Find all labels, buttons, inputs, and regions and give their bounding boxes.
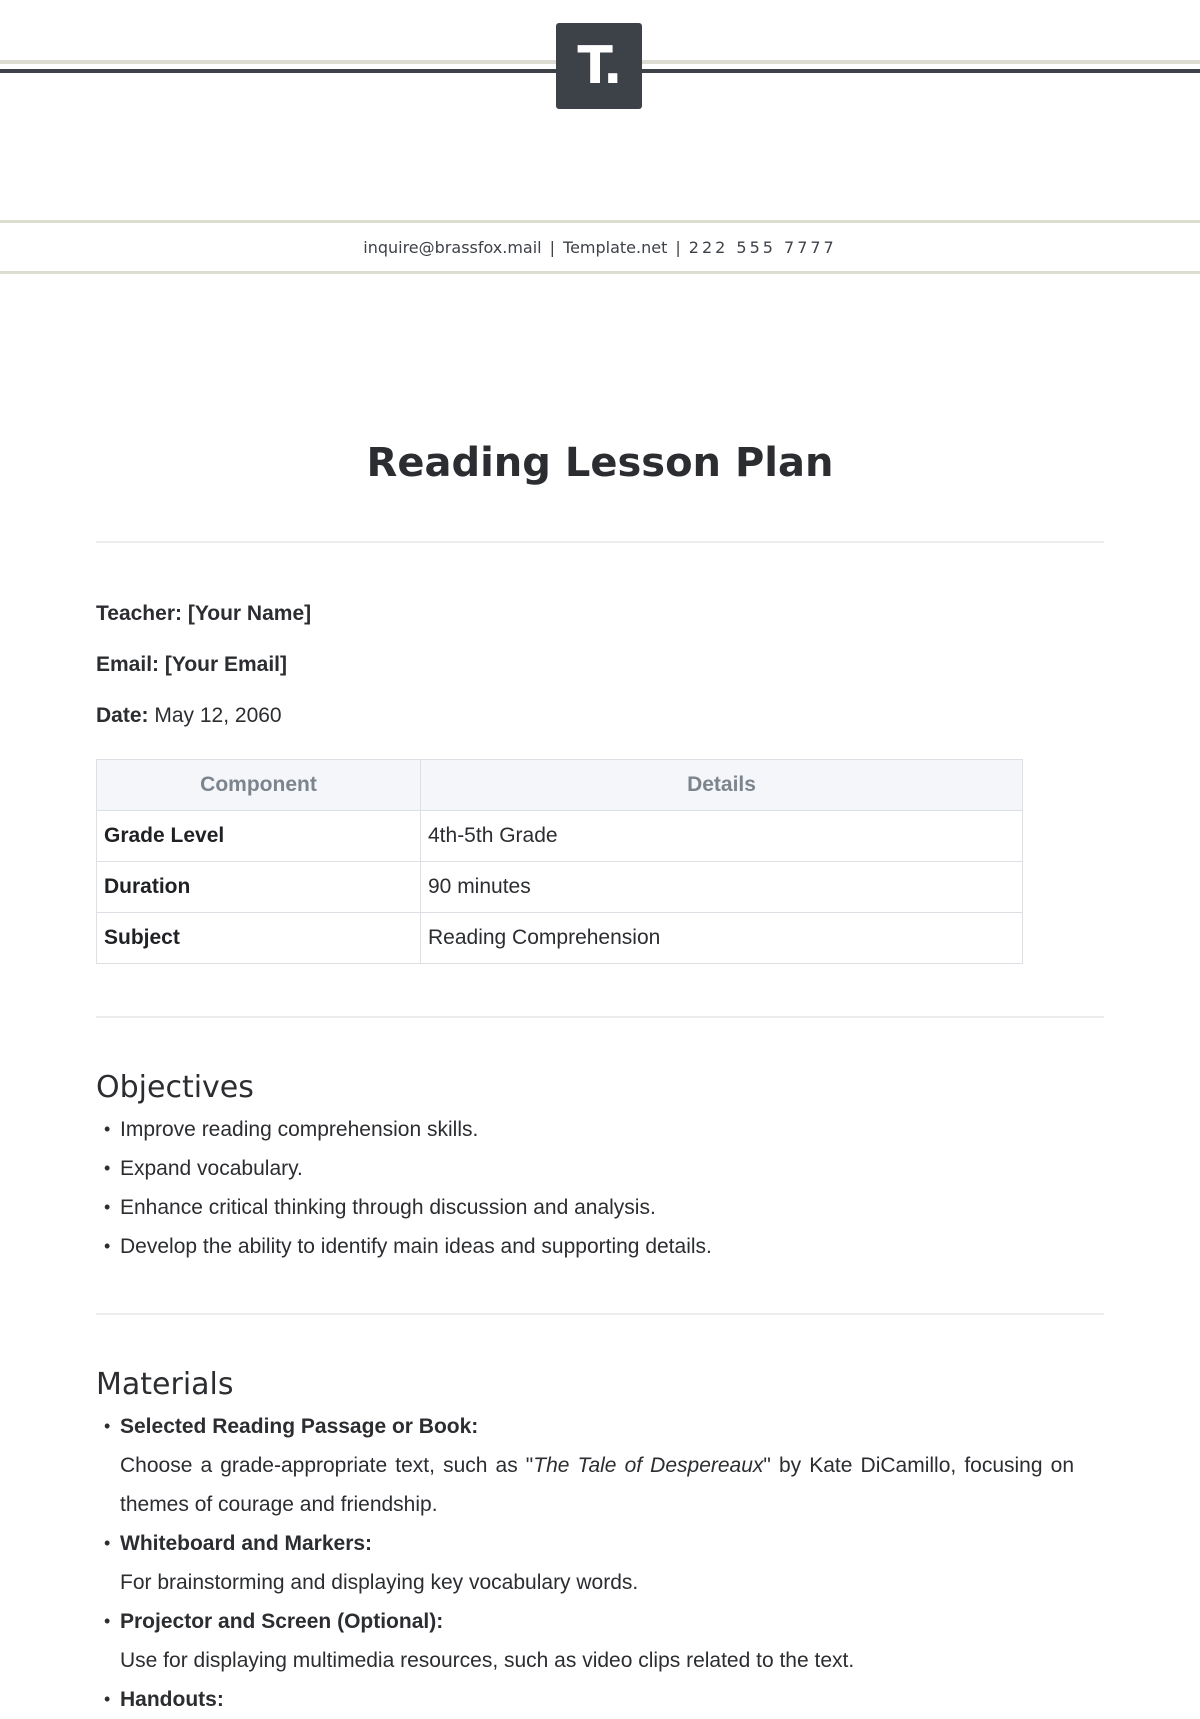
material-desc-text: Choose a grade-appropriate text, such as " bbox=[120, 1454, 534, 1477]
email-label: Email: bbox=[96, 653, 160, 676]
book-title: The Tale of Despereaux bbox=[533, 1454, 764, 1477]
contact-separator: | bbox=[549, 237, 556, 257]
table-cell-component: Subject bbox=[97, 913, 421, 964]
date-value: May 12, 2060 bbox=[154, 704, 282, 727]
teacher-value: [Your Name] bbox=[187, 602, 312, 625]
email-value: [Your Email] bbox=[164, 653, 287, 676]
date-line bbox=[96, 704, 282, 728]
list-item bbox=[96, 1680, 1074, 1719]
table-row bbox=[97, 811, 1023, 862]
contact-email: inquire@brassfox.mail bbox=[363, 237, 542, 257]
objectives-list bbox=[96, 1110, 1076, 1266]
table-cell-details: 4th-5th Grade bbox=[421, 811, 1023, 862]
contact-website: Template.net bbox=[563, 237, 668, 257]
material-description: Use for displaying multimedia resources, such as video clips related to the text. bbox=[120, 1649, 855, 1672]
divider bbox=[96, 541, 1104, 543]
material-title: Selected Reading Passage or Book: bbox=[120, 1415, 479, 1438]
list-item: • Develop the ability to identify main ideas and supporting details. bbox=[96, 1227, 1076, 1266]
date-label: Date: bbox=[96, 704, 149, 727]
material-title: Handouts: bbox=[120, 1688, 224, 1711]
table-header-row bbox=[97, 760, 1023, 811]
list-item bbox=[96, 1602, 1074, 1680]
page-title: Reading Lesson Plan bbox=[366, 440, 834, 486]
logo-text: T. bbox=[577, 36, 621, 96]
list-item: • Expand vocabulary. bbox=[96, 1149, 1076, 1188]
material-desc-text: " by Kate DiCamillo, focusing on themes of courage and friendship. bbox=[120, 1454, 1074, 1516]
lesson-info-table bbox=[96, 759, 1023, 964]
material-title: Whiteboard and Markers: bbox=[120, 1532, 373, 1555]
objectives-heading: Objectives bbox=[96, 1070, 254, 1105]
table-row bbox=[97, 913, 1023, 964]
list-item bbox=[96, 1524, 1074, 1602]
email-line bbox=[96, 653, 287, 677]
material-description bbox=[120, 1446, 1074, 1524]
table-row bbox=[97, 862, 1023, 913]
table-cell-component: Grade Level bbox=[97, 811, 421, 862]
material-title: Projector and Screen (Optional): bbox=[120, 1610, 444, 1633]
teacher-line bbox=[96, 602, 311, 626]
contact-phone: 222 555 7777 bbox=[688, 237, 837, 257]
contact-separator: | bbox=[675, 237, 681, 257]
contact-band bbox=[0, 220, 1200, 274]
table-cell-component: Duration bbox=[97, 862, 421, 913]
teacher-label: Teacher: bbox=[96, 602, 182, 625]
table-cell-details: Reading Comprehension bbox=[421, 913, 1023, 964]
divider bbox=[96, 1016, 1104, 1018]
materials-heading: Materials bbox=[96, 1367, 234, 1402]
divider bbox=[96, 1313, 1104, 1315]
logo-badge bbox=[556, 23, 642, 109]
list-item bbox=[96, 1407, 1074, 1524]
table-header-details: Details bbox=[421, 760, 1023, 811]
table-header-component: Component bbox=[97, 760, 421, 811]
table-cell-details: 90 minutes bbox=[421, 862, 1023, 913]
material-description: For brainstorming and displaying key vocabulary words. bbox=[120, 1571, 639, 1594]
list-item: • Enhance critical thinking through discussion and analysis. bbox=[96, 1188, 1076, 1227]
list-item: • Improve reading comprehension skills. bbox=[96, 1110, 1076, 1149]
materials-list bbox=[96, 1407, 1074, 1719]
